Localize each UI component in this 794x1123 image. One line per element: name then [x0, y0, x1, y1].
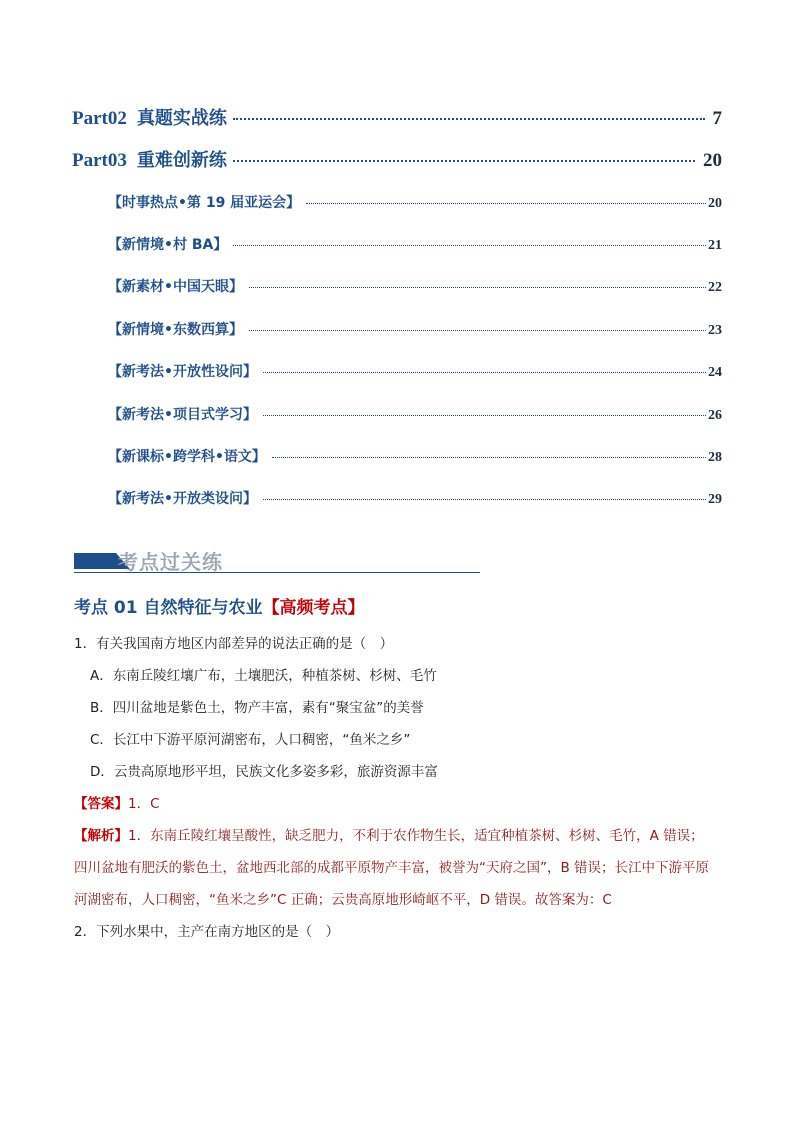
toc-sub-entry[interactable]: [108, 446, 722, 468]
option-d[interactable]: D．云贵高原地形平坦，民族文化多姿多彩，旅游资源丰富: [90, 764, 438, 780]
banner-underline: [74, 572, 480, 573]
toc-leader: [233, 106, 705, 120]
option-a[interactable]: A．东南丘陵红壤广布，土壤肥沃，种植茶树、杉树、毛竹: [90, 668, 437, 684]
toc-sub-title: 【新考法•开放性设问】: [108, 364, 257, 380]
analysis-line: 河湖密布，人口稠密，“鱼米之乡”C 正确；云贵高原地形崎岖不平，D 错误。故答案为：C: [74, 892, 612, 908]
section-banner-title: 考点过关练: [118, 550, 223, 574]
toc-sub-entry[interactable]: [108, 192, 722, 214]
analysis-line: [74, 824, 704, 844]
toc-sub-title: 【新课标•跨学科•语文】: [108, 449, 266, 465]
toc-sub-entry[interactable]: [108, 361, 722, 383]
toc-title: 真题实战练: [136, 108, 227, 129]
toc-sub-entry[interactable]: [108, 276, 722, 298]
section-tag: 【高频考点】: [262, 598, 365, 618]
toc-leader: [272, 447, 706, 458]
toc-page-number: 7: [712, 108, 722, 129]
toc-sub-title: 【新考法•项目式学习】: [108, 407, 257, 423]
question-stem: 1．有关我国南方地区内部差异的说法正确的是（ ）: [74, 636, 394, 652]
toc-part-label: Part03: [72, 150, 127, 171]
toc-title: 重难创新练: [136, 150, 227, 171]
question-stem: 2．下列水果中，主产在南方地区的是（ ）: [74, 924, 340, 940]
analysis-line: 四川盆地有肥沃的紫色土，盆地西北部的成都平原物产丰富，被誉为“天府之国”，B 错误；长江中下游平原: [74, 860, 710, 876]
toc-leader: [263, 362, 706, 373]
toc-part-label: Part02: [72, 108, 127, 129]
toc-sub-entry[interactable]: [108, 319, 722, 341]
toc-page-number: 22: [708, 280, 722, 295]
analysis-label: 【解析】: [74, 828, 128, 844]
toc-leader: [263, 489, 706, 500]
toc-entry-part02[interactable]: [72, 104, 722, 132]
toc-sub-entry[interactable]: [108, 488, 722, 510]
toc-leader: [249, 320, 706, 331]
analysis-text: 1．东南丘陵红壤呈酸性，缺乏肥力，不利于农作物生长，适宜种植茶树、杉树、毛竹，A 错误；: [128, 828, 704, 844]
toc-page-number: 21: [708, 238, 722, 253]
toc-sub-title: 【新情境•村 BA】: [108, 237, 228, 253]
toc-sub-entry[interactable]: [108, 234, 722, 256]
toc-leader: [233, 148, 695, 162]
toc-page-number: 26: [708, 408, 722, 423]
section-heading: [74, 593, 365, 618]
toc-leader: [263, 405, 706, 416]
answer-line: [74, 792, 160, 812]
option-c[interactable]: C．长江中下游平原河湖密布，人口稠密，“鱼米之乡”: [90, 732, 411, 748]
toc-page-number: 20: [708, 196, 722, 211]
section-heading-text: 考点 01 自然特征与农业: [74, 598, 263, 618]
toc-page-number: 20: [703, 150, 722, 171]
toc-leader: [306, 193, 706, 204]
toc-sub-title: 【新考法•开放类设问】: [108, 491, 257, 507]
toc-page-number: 24: [708, 365, 722, 380]
toc-page-number: 28: [708, 450, 722, 465]
banner-bar: [74, 553, 116, 569]
toc-sub-title: 【时事热点•第 19 届亚运会】: [108, 195, 301, 211]
toc-sub-title: 【新情境•东数西算】: [108, 322, 243, 338]
toc-entry-part03[interactable]: [72, 146, 722, 174]
answer-text: 1．C: [128, 796, 160, 812]
toc-leader: [249, 277, 706, 288]
toc-leader: [233, 235, 706, 246]
toc-sub-title: 【新素材•中国天眼】: [108, 279, 243, 295]
answer-label: 【答案】: [74, 796, 128, 812]
toc-page-number: 29: [708, 492, 722, 507]
toc-page-number: 23: [708, 323, 722, 338]
toc-sub-entry[interactable]: [108, 404, 722, 426]
option-b[interactable]: B．四川盆地是紫色土，物产丰富，素有“聚宝盆”的美誉: [90, 700, 424, 716]
